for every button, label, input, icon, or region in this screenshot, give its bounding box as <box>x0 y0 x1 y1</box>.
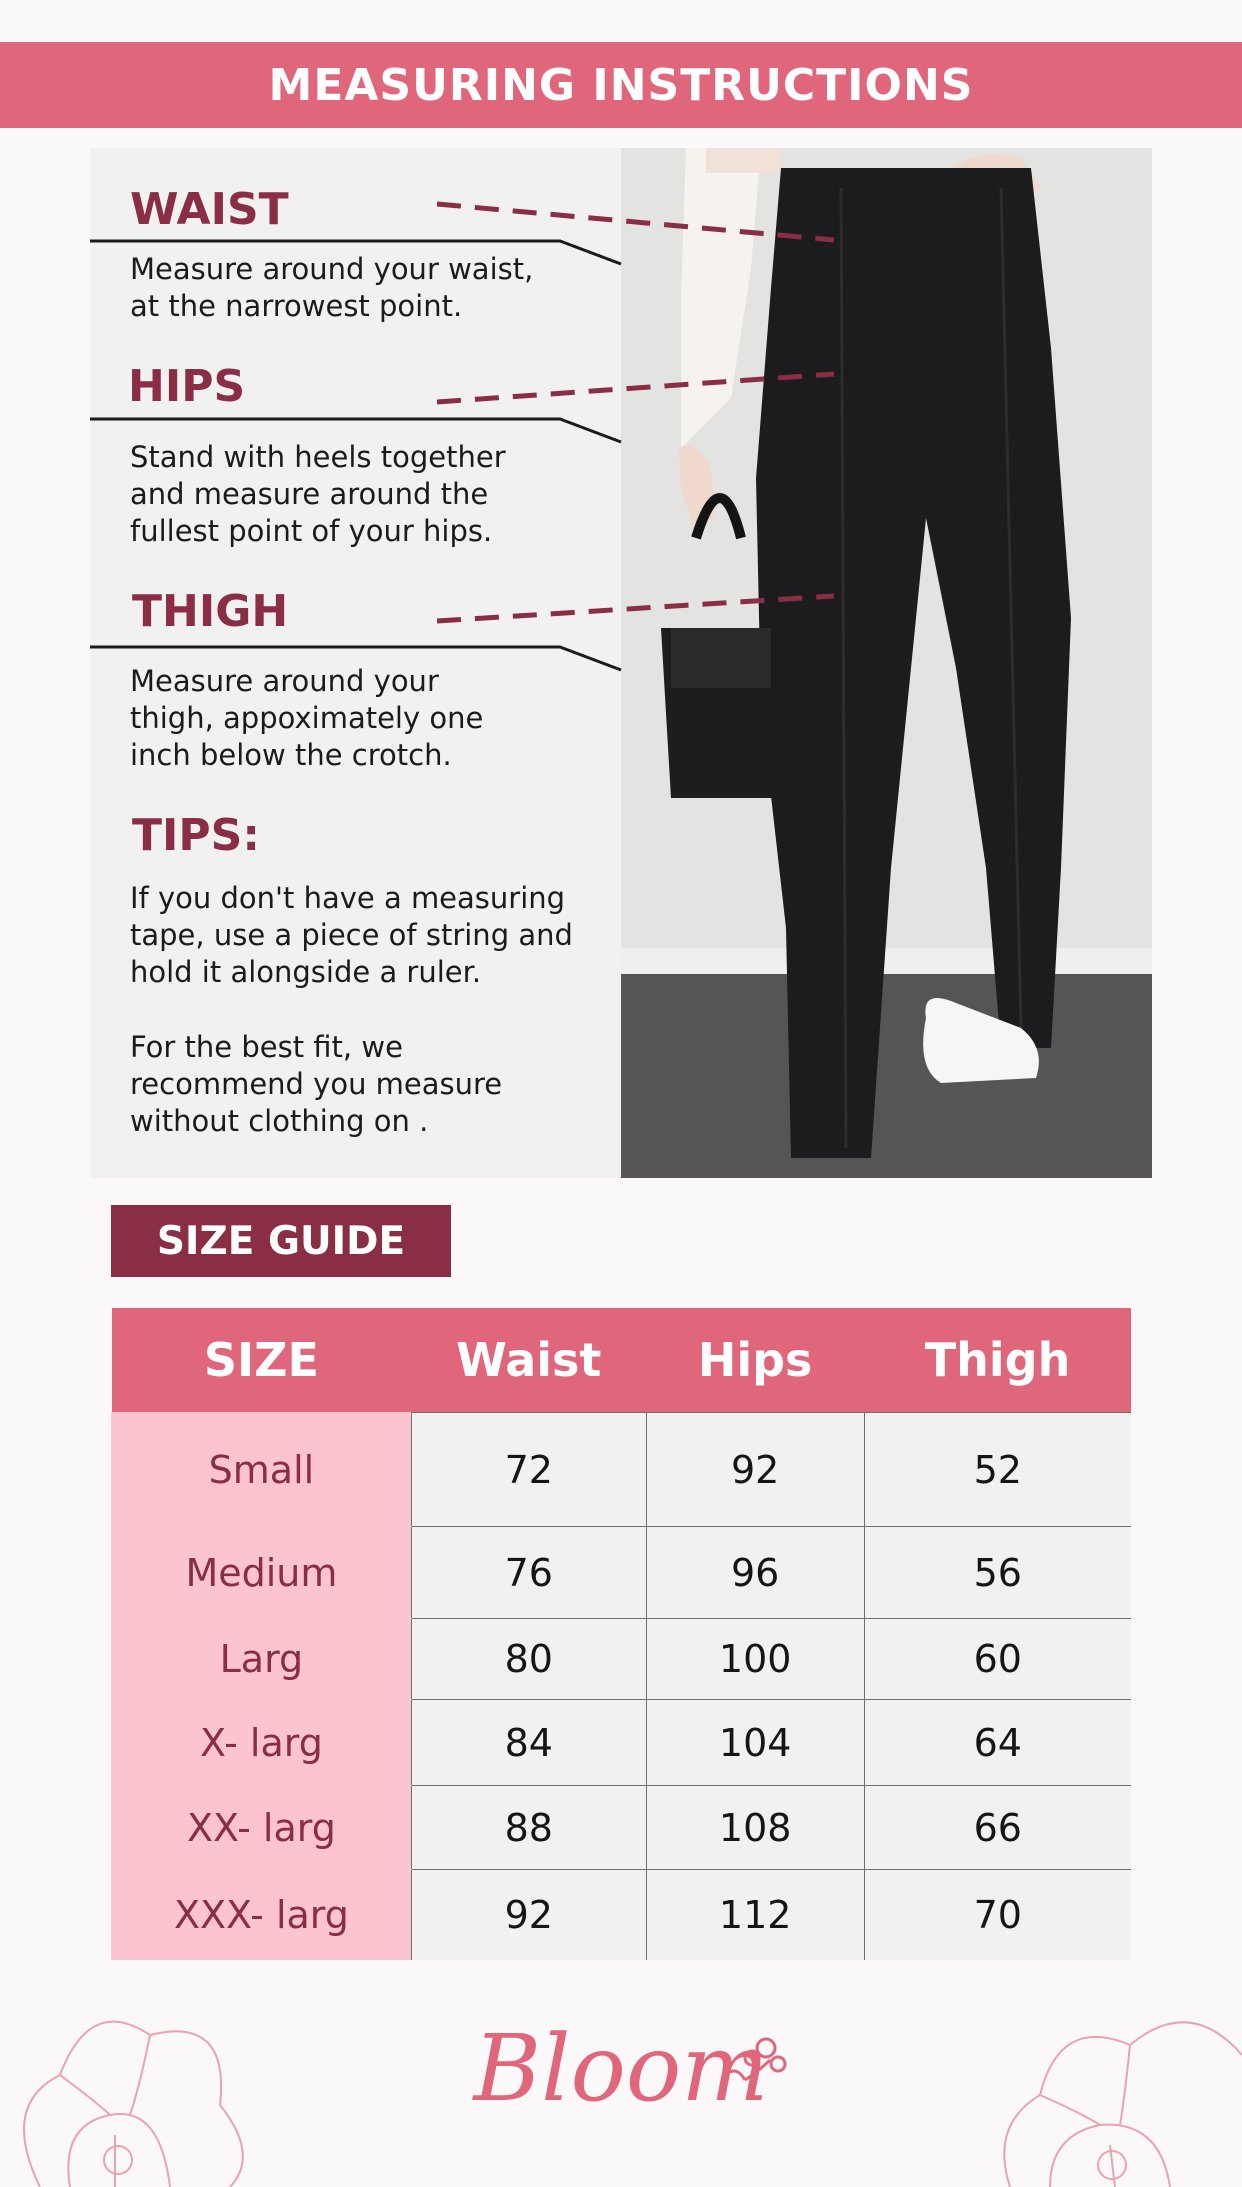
tips-text-string: If you don't have a measuring tape, use a piece of string and hold it alongside a ruler. <box>130 881 573 989</box>
waist-cell: 88 <box>411 1786 646 1870</box>
hips-cell: 112 <box>646 1870 864 1960</box>
hips-cell: 104 <box>646 1700 864 1786</box>
hips-cell: 92 <box>646 1413 864 1527</box>
column-header-thigh: Thigh <box>864 1308 1131 1413</box>
hips-cell: 96 <box>646 1527 864 1619</box>
waist-cell: 72 <box>411 1413 646 1527</box>
column-header-hips: Hips <box>646 1308 864 1413</box>
waist-instruction: Measure around your waist, at the narrowest point. <box>130 252 534 323</box>
bloom-logo <box>0 2000 1242 2140</box>
hips-cell: 108 <box>646 1786 864 1870</box>
column-header-size: SIZE <box>112 1308 412 1413</box>
brand-name: Bloom <box>473 2015 769 2122</box>
size-cell: Larg <box>112 1619 412 1700</box>
table-row <box>112 1786 1132 1870</box>
thigh-cell: 64 <box>864 1700 1131 1786</box>
tips-text-clothing: For the best fit, we recommend you measure without clothing on . <box>130 1030 503 1138</box>
thigh-cell: 56 <box>864 1527 1131 1619</box>
table-row <box>112 1619 1132 1700</box>
size-cell: XXX- larg <box>112 1870 412 1960</box>
hips-cell: 100 <box>646 1619 864 1700</box>
page-title: MEASURING INSTRUCTIONS <box>268 59 974 111</box>
size-cell: X- larg <box>112 1700 412 1786</box>
tips-heading: TIPS: <box>132 810 260 861</box>
hips-heading: HIPS <box>128 361 246 412</box>
size-table <box>111 1308 1131 1960</box>
waist-cell: 84 <box>411 1700 646 1786</box>
thigh-cell: 66 <box>864 1786 1131 1870</box>
table-row <box>112 1413 1132 1527</box>
table-row <box>112 1700 1132 1786</box>
waist-heading: WAIST <box>130 184 289 235</box>
waist-cell: 92 <box>411 1870 646 1960</box>
thigh-cell: 52 <box>864 1413 1131 1527</box>
size-guide-title: SIZE GUIDE <box>156 1218 406 1264</box>
thigh-cell: 60 <box>864 1619 1131 1700</box>
waist-cell: 80 <box>411 1619 646 1700</box>
column-header-waist: Waist <box>411 1308 646 1413</box>
table-header-row <box>112 1308 1132 1413</box>
thigh-instruction: Measure around your thigh, appoximately one inch below the crotch. <box>130 664 484 772</box>
size-guide-label <box>111 1205 451 1277</box>
table-row <box>112 1527 1132 1619</box>
waist-cell: 76 <box>411 1527 646 1619</box>
table-row <box>112 1870 1132 1960</box>
size-cell: Medium <box>112 1527 412 1619</box>
size-cell: XX- larg <box>112 1786 412 1870</box>
hips-instruction: Stand with heels together and measure around the fullest point of your hips. <box>130 440 506 548</box>
size-cell: Small <box>112 1413 412 1527</box>
thigh-cell: 70 <box>864 1870 1131 1960</box>
thigh-heading: THIGH <box>132 586 289 637</box>
